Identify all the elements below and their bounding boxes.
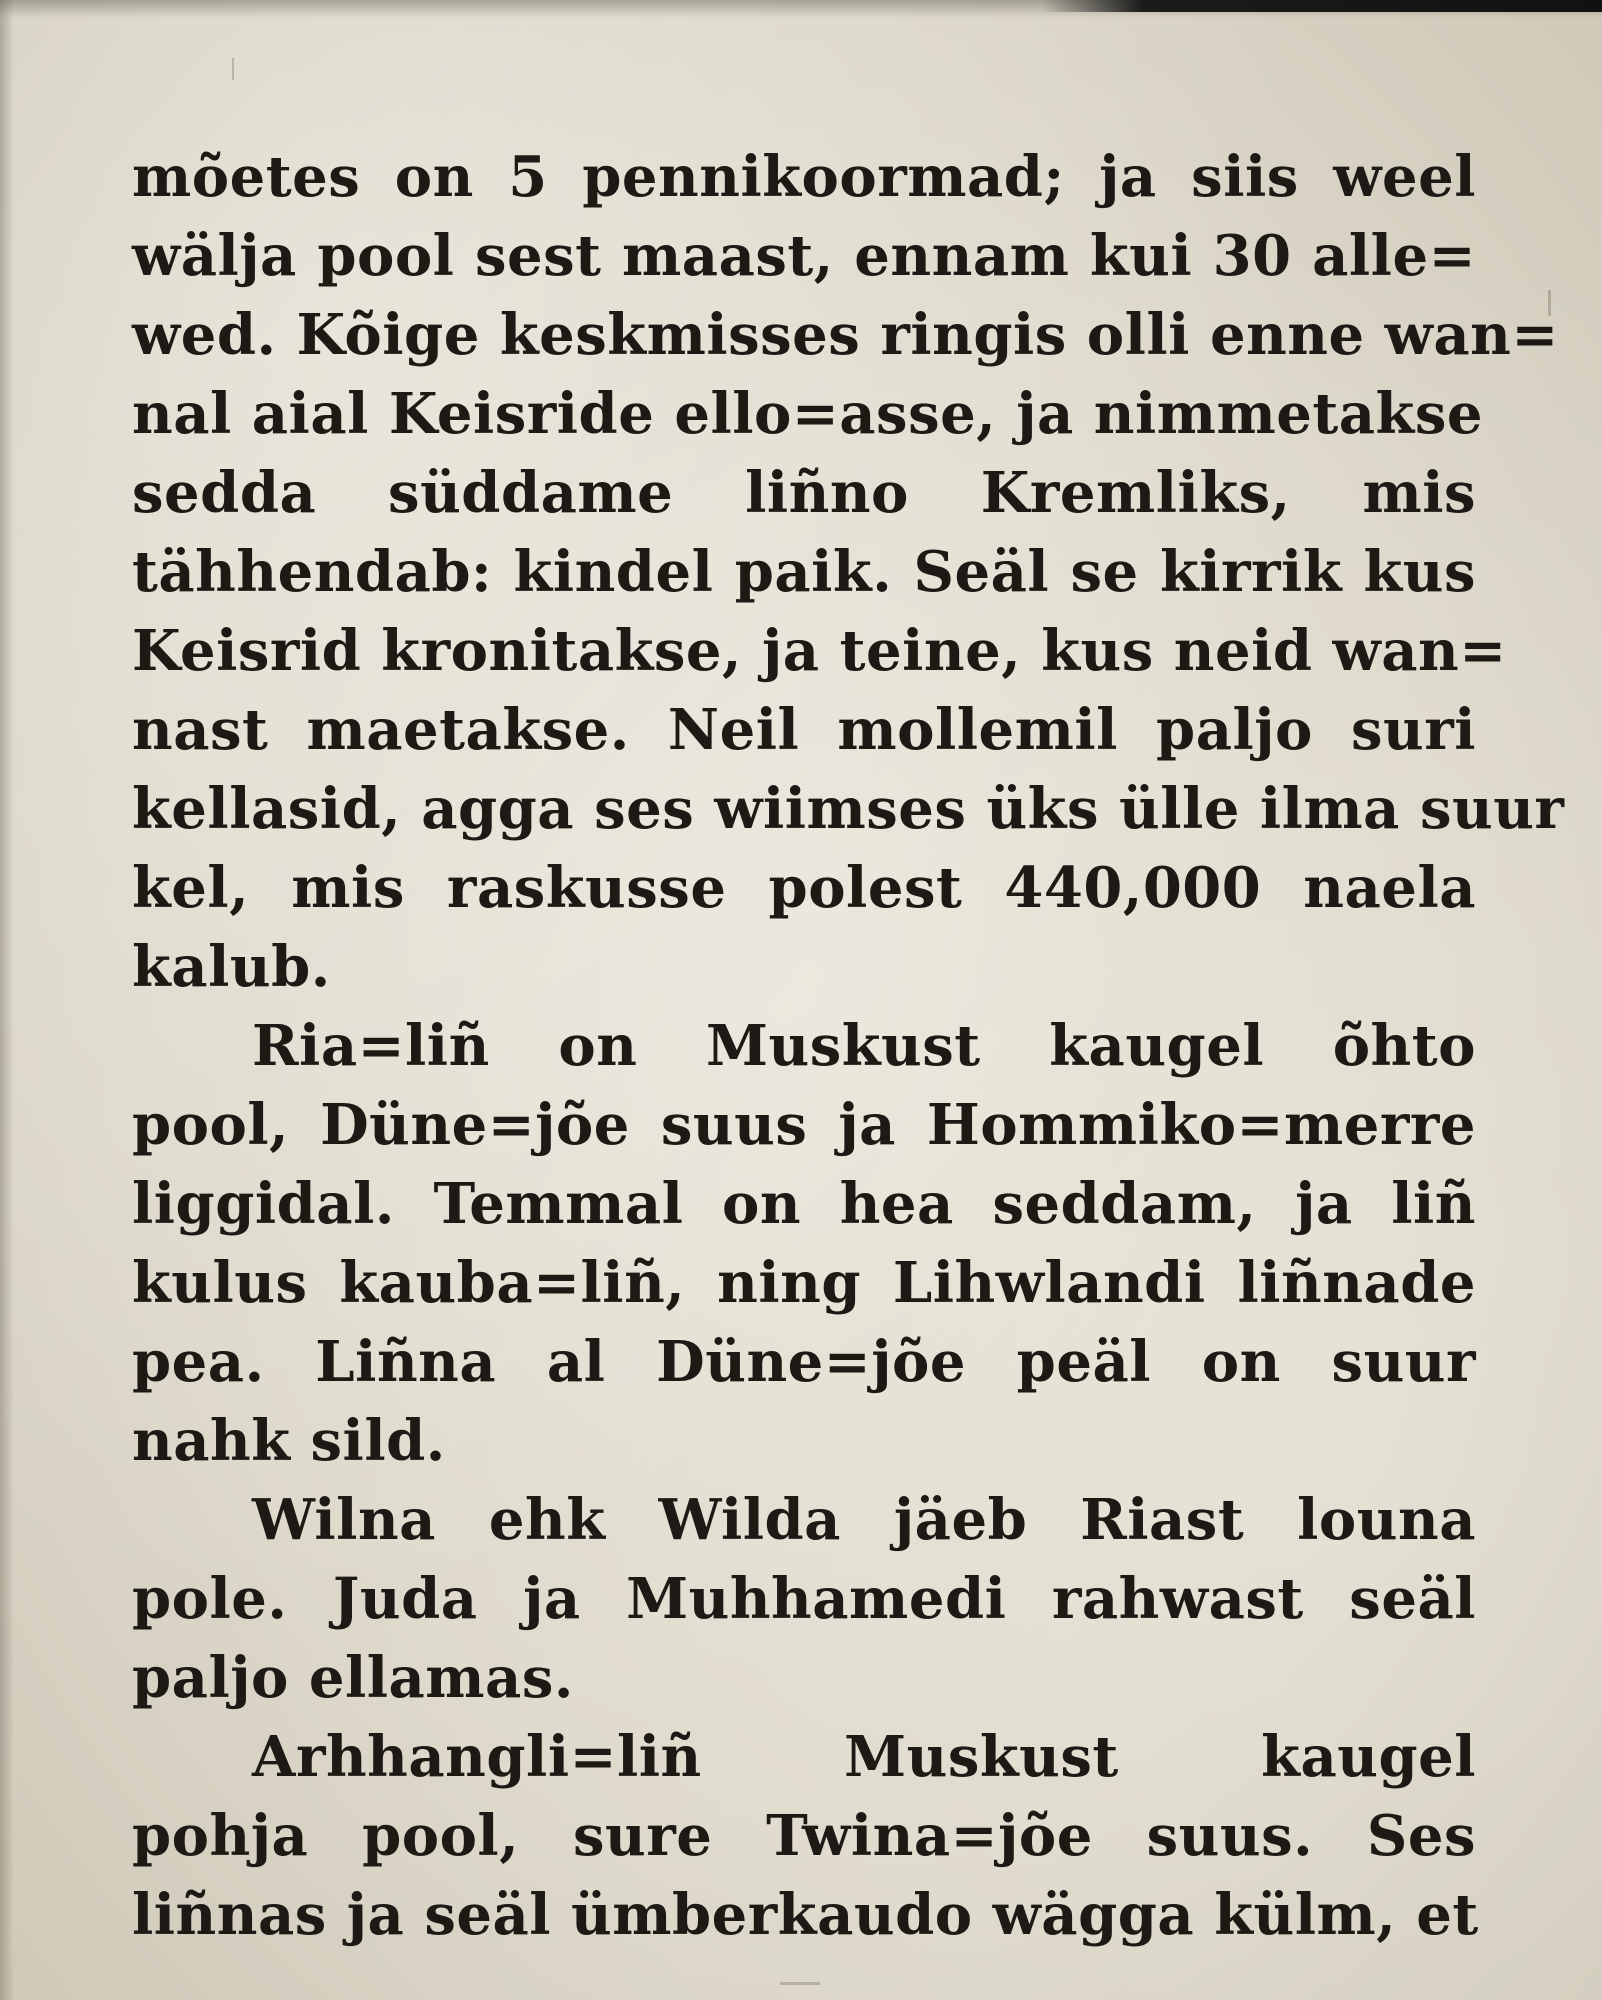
text-line: Ria=liñ on Muskust kaugel õhto <box>252 1013 1476 1079</box>
text-line: nal aial Keisride ello=asse, ja nimmetakse <box>132 381 1483 447</box>
text-line: kulus kauba=liñ, ning Lihwlandi liñnade <box>132 1250 1476 1316</box>
paper-speck <box>780 1982 820 1985</box>
text-line: pea. Liñna al Düne=jõe peäl on suur <box>132 1329 1476 1395</box>
text-line: wed. Kõige keskmisses ringis olli enne wan= <box>132 302 1559 368</box>
text-line: Arhhangli=liñ Muskust kaugel <box>252 1724 1476 1790</box>
body-text <box>132 138 1565 1955</box>
text-line: pool, Düne=jõe suus ja Hommiko=merre <box>132 1092 1476 1158</box>
text-line: mõetes on 5 pennikoormad; ja siis weel <box>132 144 1476 210</box>
text-line: nast maetakse. Neil mollemil paljo suri <box>132 697 1476 763</box>
text-line: pole. Juda ja Muhhamedi rahwast seäl <box>132 1566 1476 1632</box>
text-line: kel, mis raskusse polest 440,000 naela <box>132 855 1476 921</box>
text-line: wälja pool sest maast, ennam kui 30 alle= <box>132 223 1476 289</box>
text-line: Wilna ehk Wilda jäeb Riast louna <box>252 1487 1476 1553</box>
text-line: kalub. <box>132 934 331 1000</box>
text-line: pohja pool, sure Twina=jõe suus. Ses <box>132 1803 1476 1869</box>
page-left-edge <box>0 0 14 2000</box>
text-line: tähhendab: kindel paik. Seäl se kirrik kus <box>132 539 1476 605</box>
page-top-edge <box>1042 0 1602 12</box>
text-line: liñnas ja seäl ümberkaudo wägga külm, et <box>132 1882 1479 1948</box>
text-line: paljo ellamas. <box>132 1645 574 1711</box>
text-line: liggidal. Temmal on hea seddam, ja liñ <box>132 1171 1476 1237</box>
text-line: nahk sild. <box>132 1408 446 1474</box>
text-line: kellasid, agga ses wiimses üks ülle ilma suur <box>132 776 1565 842</box>
paper-speck <box>232 58 234 80</box>
text-line: sedda süddame liñno Kremliks, mis <box>132 460 1476 526</box>
text-line: Keisrid kronitakse, ja teine, kus neid wan= <box>132 618 1507 684</box>
